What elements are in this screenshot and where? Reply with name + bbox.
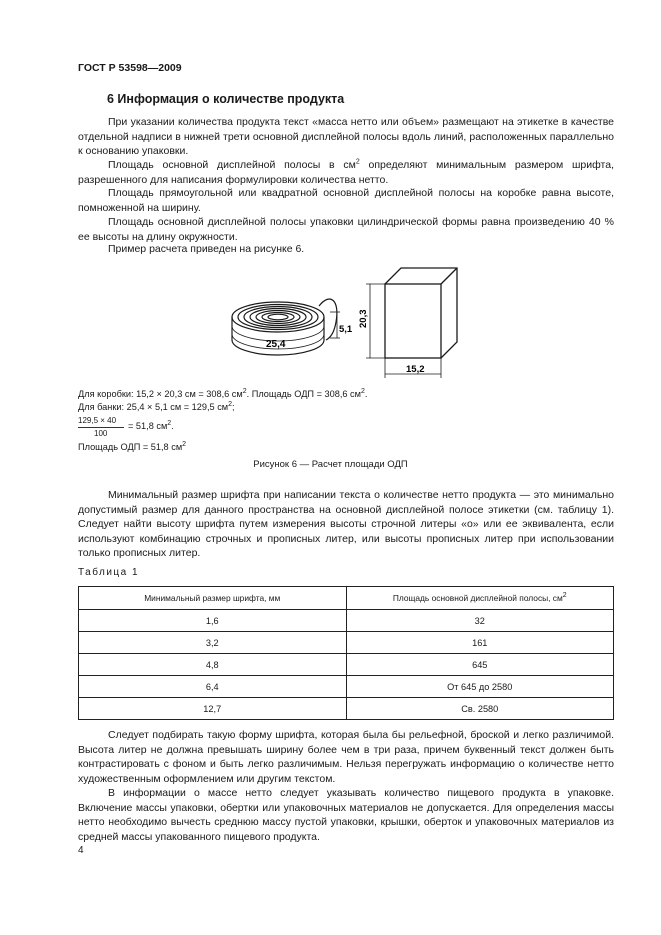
table-header-font: Минимальный размер шрифта, мм — [79, 587, 347, 610]
box-height-label: 20,3 — [358, 309, 369, 328]
table-row — [79, 654, 614, 676]
table-cell-font: 4,8 — [79, 654, 347, 676]
table-header-row — [79, 587, 614, 610]
can-circumference-label: 25,4 — [266, 339, 286, 350]
table-row — [79, 610, 614, 632]
paragraph-7: Следует подбирать такую форму шрифта, которая была бы рельефной, броской и легко различимой. Высота литер не должна превышать ширину более чем в три раза, причем буквенный текст должен быть контрастировать с фоном и быть легко различимым. Нельзя перегружать информацию о количестве нетто художественным оформлением или другим текстом. — [78, 729, 614, 785]
table-cell-font: 3,2 — [79, 632, 347, 654]
calc-box-text-a: Для коробки: 15,2 × 20,3 см = 308,6 см — [78, 389, 243, 399]
paragraph-4: Площадь основной дисплейной полосы упаковки цилиндрической формы равна произведению 40 % ее высоты на длину окружности. — [78, 216, 614, 243]
fraction-denominator: 100 — [94, 429, 108, 438]
table-header-area — [346, 587, 614, 610]
table-label: Таблица 1 — [78, 567, 140, 578]
table-cell-area: От 645 до 2580 — [346, 676, 614, 698]
paragraph-2 — [78, 158, 614, 187]
calc-box-sup-1: 2 — [242, 387, 247, 395]
table-row — [79, 698, 614, 720]
figure-6-diagram — [220, 262, 470, 382]
calc-box-text-c: . — [364, 389, 368, 399]
fraction-result-text-a: = 51,8 см — [128, 421, 168, 431]
fraction-result — [128, 421, 174, 431]
box-width-label: 15,2 — [406, 364, 425, 375]
box-drawing — [366, 268, 457, 378]
paragraph-3: Площадь прямоугольной или квадратной основной дисплейной полосы на коробке равна высоте, помноженной на ширину. — [78, 187, 614, 214]
table-header-area-sup: 2 — [562, 592, 567, 600]
table-cell-font: 6,4 — [79, 676, 347, 698]
table-cell-area: 645 — [346, 654, 614, 676]
calc-can-text-a: Для банки: 25,4 × 5,1 см = 129,5 см — [78, 402, 229, 412]
paragraph-2-superscript: 2 — [355, 158, 360, 166]
document-id: ГОСТ Р 53598—2009 — [78, 62, 182, 74]
calc-box-text-b: . Площадь ОДП = 308,6 см — [246, 389, 361, 399]
section-title: 6 Информация о количестве продукта — [107, 92, 345, 106]
fraction-result-text-b: . — [171, 421, 174, 431]
paragraph-2-text-a: Площадь основной дисплейной полосы в см — [108, 159, 356, 171]
paragraph-2-text-b: определяют минимальным размером шрифта, разрешенного для написания формулировки количества нетто. — [78, 159, 614, 186]
table-cell-area: 161 — [346, 632, 614, 654]
calc-can-line — [78, 401, 235, 413]
can-drawing — [232, 299, 340, 355]
figure-caption: Рисунок 6 — Расчет площади ОДП — [253, 459, 408, 470]
calc-box-line — [78, 388, 367, 400]
fraction-result-sup: 2 — [167, 419, 172, 427]
calc-area-sup: 2 — [182, 440, 187, 448]
table-cell-font: 1,6 — [79, 610, 347, 632]
calc-area-text: Площадь ОДП = 51,8 см — [78, 442, 183, 452]
paragraph-5: Пример расчета приведен на рисунке 6. — [108, 243, 305, 255]
page-number: 4 — [78, 845, 84, 856]
fraction-numerator: 129,5 × 40 — [78, 416, 117, 425]
calc-can-sup: 2 — [228, 400, 233, 408]
table-cell-font: 12,7 — [79, 698, 347, 720]
can-height-label: 5,1 — [339, 324, 353, 335]
table-cell-area: Св. 2580 — [346, 698, 614, 720]
table-row — [79, 676, 614, 698]
paragraph-6: Минимальный размер шрифта при написании текста о количестве нетто продукта — это минимально допустимый размер для данного пространства на основной дисплейной полосе этикетки (см. таблицу 1). Следует найти высоту шрифта путем измерения высоты строчной литеры «о» или ее эквивалента, если используют комбинацию строчных и прописных литер, или высоты прописных литер при использовании только прописных литер. — [78, 489, 614, 559]
calc-box-sup-2: 2 — [360, 387, 365, 395]
paragraph-1: При указании количества продукта текст «масса нетто или объем» размещают на этикетке в качестве отдельной надписи в нижней трети основной дисплейной полосы вдоль линий, расположенных параллельно к основанию упаковки. — [78, 116, 614, 157]
table-row — [79, 632, 614, 654]
table-cell-area: 32 — [346, 610, 614, 632]
calc-can-text-b: ; — [232, 402, 235, 412]
paragraph-8: В информации о массе нетто следует указывать количество пищевого продукта в упаковке. Включение массы упаковки, обертки или упаковочных материалов не допускается. Для определения массы нетто необходимо вычесть среднюю массу пустой упаковки, крышки, оберток и упаковочных материалов из средней массы упакованного пищевого продукта. — [78, 787, 614, 843]
table-header-area-text: Площадь основной дисплейной полосы, см — [392, 593, 563, 603]
fraction-bar — [78, 427, 124, 428]
font-size-table — [78, 586, 614, 720]
calc-area-line — [78, 441, 186, 453]
